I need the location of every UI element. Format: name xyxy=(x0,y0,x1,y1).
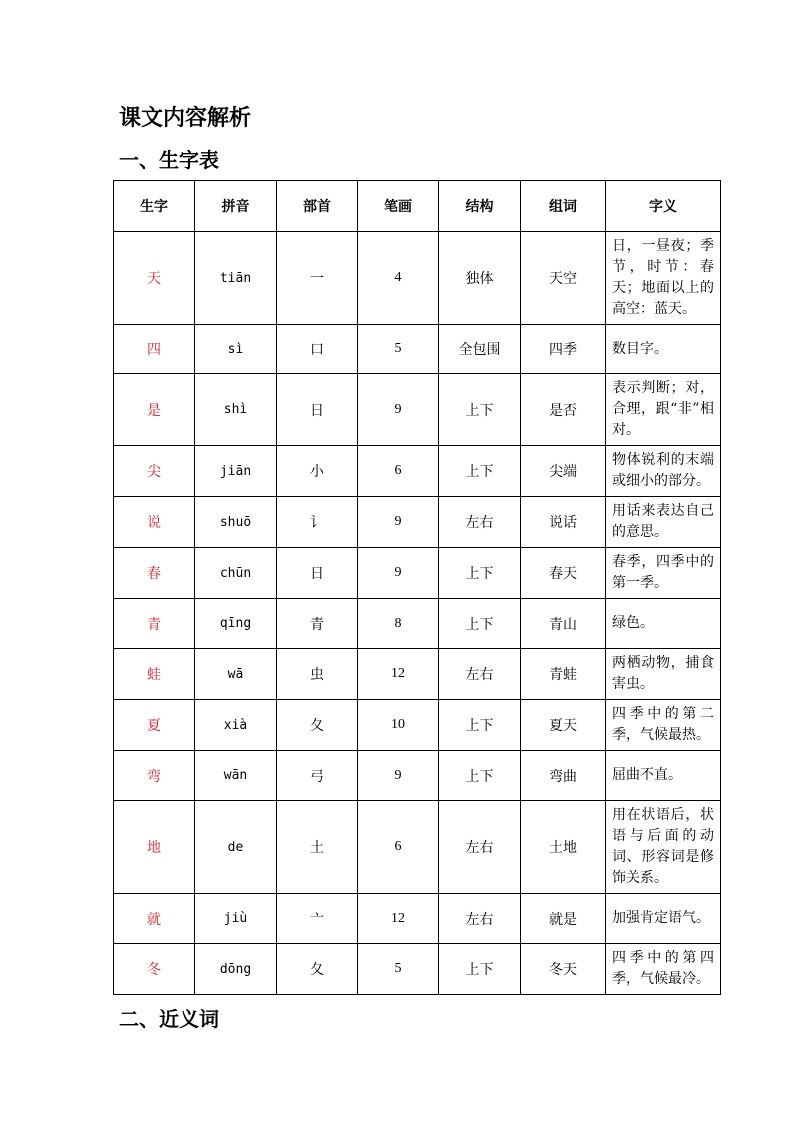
cell-strokes: 9 xyxy=(358,497,439,548)
cell-structure: 上下 xyxy=(439,599,521,649)
table-row xyxy=(114,446,721,497)
section-heading-synonyms: 二、近义词 xyxy=(119,1007,219,1031)
cell-structure: 上下 xyxy=(439,548,521,599)
page-title: 课文内容解析 xyxy=(119,105,252,131)
cell-strokes: 6 xyxy=(358,801,439,894)
cell-char: 夏 xyxy=(114,700,195,751)
cell-word: 夏天 xyxy=(521,700,606,751)
cell-pinyin: qīng xyxy=(195,599,277,649)
cell-pinyin: xià xyxy=(195,700,277,751)
table-row xyxy=(114,801,721,894)
cell-meaning: 用在状语后，状语与后面的动词、形容词是修饰关系。 xyxy=(606,801,721,894)
cell-pinyin: tiān xyxy=(195,232,277,325)
cell-char: 青 xyxy=(114,599,195,649)
cell-radical: 夂 xyxy=(277,944,358,995)
cell-char: 天 xyxy=(114,232,195,325)
cell-radical: 一 xyxy=(277,232,358,325)
table-row xyxy=(114,894,721,944)
cell-char: 尖 xyxy=(114,446,195,497)
header-cell-pinyin: 拼音 xyxy=(195,181,277,232)
cell-char: 春 xyxy=(114,548,195,599)
cell-pinyin: wā xyxy=(195,649,277,700)
cell-pinyin: shuō xyxy=(195,497,277,548)
cell-meaning: 数目字。 xyxy=(606,325,721,374)
cell-meaning: 四季中的第二季，气候最热。 xyxy=(606,700,721,751)
cell-radical: 日 xyxy=(277,548,358,599)
cell-structure: 左右 xyxy=(439,497,521,548)
cell-pinyin: jiù xyxy=(195,894,277,944)
cell-structure: 左右 xyxy=(439,801,521,894)
cell-pinyin: dōng xyxy=(195,944,277,995)
header-cell-word: 组词 xyxy=(521,181,606,232)
table-row xyxy=(114,548,721,599)
cell-word: 青山 xyxy=(521,599,606,649)
cell-word: 弯曲 xyxy=(521,751,606,801)
cell-char: 地 xyxy=(114,801,195,894)
table-row xyxy=(114,599,721,649)
cell-pinyin: chūn xyxy=(195,548,277,599)
cell-strokes: 5 xyxy=(358,944,439,995)
cell-meaning: 两栖动物，捕食害虫。 xyxy=(606,649,721,700)
cell-strokes: 8 xyxy=(358,599,439,649)
cell-char: 冬 xyxy=(114,944,195,995)
cell-structure: 上下 xyxy=(439,751,521,801)
cell-meaning: 用话来表达自己的意思。 xyxy=(606,497,721,548)
cell-char: 是 xyxy=(114,374,195,446)
section-heading-vocabulary: 一、生字表 xyxy=(119,148,219,172)
cell-word: 土地 xyxy=(521,801,606,894)
cell-char: 蛙 xyxy=(114,649,195,700)
cell-radical: 青 xyxy=(277,599,358,649)
cell-char: 说 xyxy=(114,497,195,548)
header-cell-strokes: 笔画 xyxy=(358,181,439,232)
new-characters-table xyxy=(113,180,721,995)
table-row xyxy=(114,374,721,446)
cell-radical: 小 xyxy=(277,446,358,497)
cell-meaning: 日，一昼夜；季节，时节：春天；地面以上的高空：蓝天。 xyxy=(606,232,721,325)
cell-radical: 土 xyxy=(277,801,358,894)
table-row xyxy=(114,700,721,751)
cell-meaning: 四季中的第四季，气候最冷。 xyxy=(606,944,721,995)
cell-pinyin: wān xyxy=(195,751,277,801)
cell-radical: 夂 xyxy=(277,700,358,751)
table-row xyxy=(114,497,721,548)
cell-structure: 独体 xyxy=(439,232,521,325)
cell-word: 尖端 xyxy=(521,446,606,497)
cell-structure: 左右 xyxy=(439,649,521,700)
table-row xyxy=(114,649,721,700)
cell-pinyin: sì xyxy=(195,325,277,374)
cell-strokes: 10 xyxy=(358,700,439,751)
cell-meaning: 表示判断；对，合理，跟“非”相对。 xyxy=(606,374,721,446)
cell-word: 青蛙 xyxy=(521,649,606,700)
table-header-row xyxy=(114,181,721,232)
cell-strokes: 6 xyxy=(358,446,439,497)
cell-word: 冬天 xyxy=(521,944,606,995)
cell-char: 弯 xyxy=(114,751,195,801)
table-row xyxy=(114,751,721,801)
cell-strokes: 9 xyxy=(358,374,439,446)
cell-meaning: 加强肯定语气。 xyxy=(606,894,721,944)
header-cell-structure: 结构 xyxy=(439,181,521,232)
table-row xyxy=(114,944,721,995)
cell-pinyin: de xyxy=(195,801,277,894)
cell-meaning: 物体锐利的末端或细小的部分。 xyxy=(606,446,721,497)
cell-word: 春天 xyxy=(521,548,606,599)
cell-strokes: 4 xyxy=(358,232,439,325)
cell-word: 就是 xyxy=(521,894,606,944)
cell-pinyin: shì xyxy=(195,374,277,446)
cell-strokes: 9 xyxy=(358,751,439,801)
cell-radical: 日 xyxy=(277,374,358,446)
cell-structure: 上下 xyxy=(439,700,521,751)
table-row xyxy=(114,325,721,374)
cell-structure: 上下 xyxy=(439,446,521,497)
cell-radical: 虫 xyxy=(277,649,358,700)
cell-radical: 弓 xyxy=(277,751,358,801)
cell-structure: 上下 xyxy=(439,374,521,446)
header-cell-meaning: 字义 xyxy=(606,181,721,232)
cell-structure: 全包围 xyxy=(439,325,521,374)
cell-strokes: 5 xyxy=(358,325,439,374)
cell-meaning: 屈曲不直。 xyxy=(606,751,721,801)
cell-structure: 上下 xyxy=(439,944,521,995)
cell-char: 四 xyxy=(114,325,195,374)
cell-word: 是否 xyxy=(521,374,606,446)
cell-radical: 亠 xyxy=(277,894,358,944)
cell-strokes: 12 xyxy=(358,649,439,700)
table-row xyxy=(114,232,721,325)
cell-meaning: 绿色。 xyxy=(606,599,721,649)
cell-word: 天空 xyxy=(521,232,606,325)
cell-radical: 讠 xyxy=(277,497,358,548)
cell-word: 四季 xyxy=(521,325,606,374)
cell-radical: 口 xyxy=(277,325,358,374)
cell-meaning: 春季，四季中的第一季。 xyxy=(606,548,721,599)
cell-pinyin: jiān xyxy=(195,446,277,497)
header-cell-radical: 部首 xyxy=(277,181,358,232)
cell-strokes: 12 xyxy=(358,894,439,944)
cell-word: 说话 xyxy=(521,497,606,548)
cell-strokes: 9 xyxy=(358,548,439,599)
cell-char: 就 xyxy=(114,894,195,944)
cell-structure: 左右 xyxy=(439,894,521,944)
header-cell-char: 生字 xyxy=(114,181,195,232)
